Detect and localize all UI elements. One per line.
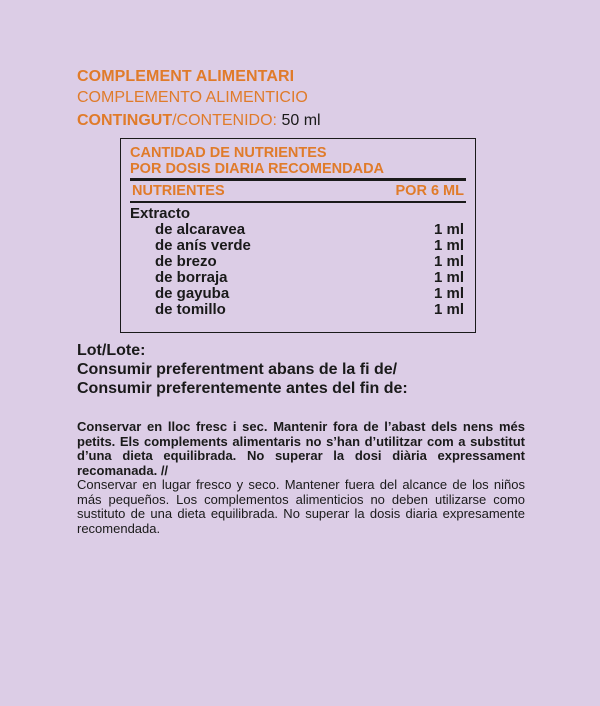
table-header-divider xyxy=(130,201,466,203)
nutrient-name: de gayuba xyxy=(155,285,230,302)
nutrition-table xyxy=(120,138,476,333)
nutrient-value: 1 ml xyxy=(433,301,464,318)
nutrient-value: 1 ml xyxy=(433,285,464,302)
nutrient-value: 1 ml xyxy=(433,253,464,270)
table-row xyxy=(130,270,466,286)
column-amount: POR 6 ML xyxy=(395,183,464,199)
table-title-line1: CANTIDAD DE NUTRIENTES xyxy=(130,145,327,161)
table-row xyxy=(130,254,466,270)
best-before-spanish: Consumir preferentemente antes del fin de: xyxy=(77,380,408,397)
nutrient-value: 1 ml xyxy=(433,221,464,238)
table-group-label: Extracto xyxy=(130,205,191,222)
table-row xyxy=(130,302,466,318)
nutrient-name: de tomillo xyxy=(155,301,226,318)
nutrient-name: de anís verde xyxy=(155,237,251,254)
lot-section xyxy=(77,341,408,398)
table-title-line2: POR DOSIS DIARIA RECOMENDADA xyxy=(130,161,385,177)
table-row xyxy=(130,238,466,254)
nutrient-name: de borraja xyxy=(155,269,228,286)
notes-spanish: Conservar en lugar fresco y seco. Mantener fuera del alcance de los niños más pequeños. Los complementos alimenticios no deben utilizarse como sustituto de una dieta equilibrada. No superar la dosis diaria expresamente recomendada. xyxy=(77,477,525,536)
notes-catalan: Conservar en lloc fresc i sec. Mantenir fora de l’abast dels nens més petits. Els complements alimentaris no s’han d’utilitzar com a substitut d’una dieta equilibrada. No superar la dosi diària expressament recomanada. // xyxy=(77,419,525,478)
content-label-bold: CONTINGUT xyxy=(77,112,173,129)
product-type-catalan: COMPLEMENT ALIMENTARI xyxy=(77,68,295,85)
nutrient-value: 1 ml xyxy=(433,269,464,286)
nutrient-name: de alcaravea xyxy=(155,221,246,238)
best-before-catalan: Consumir preferentment abans de la fi de/ xyxy=(77,361,398,378)
table-header-row xyxy=(130,181,466,201)
content-line xyxy=(77,108,321,134)
product-header xyxy=(77,66,321,134)
content-label: /CONTENIDO: xyxy=(172,112,277,129)
nutrient-value: 1 ml xyxy=(433,237,464,254)
table-row xyxy=(130,222,466,238)
storage-notes xyxy=(77,420,525,536)
column-nutrients: NUTRIENTES xyxy=(132,183,225,199)
nutrient-name: de brezo xyxy=(155,253,217,270)
product-type-spanish: COMPLEMENTO ALIMENTICIO xyxy=(77,89,308,106)
table-row xyxy=(130,286,466,302)
lot-label: Lot/Lote: xyxy=(77,342,146,359)
content-value: 50 ml xyxy=(277,112,321,129)
